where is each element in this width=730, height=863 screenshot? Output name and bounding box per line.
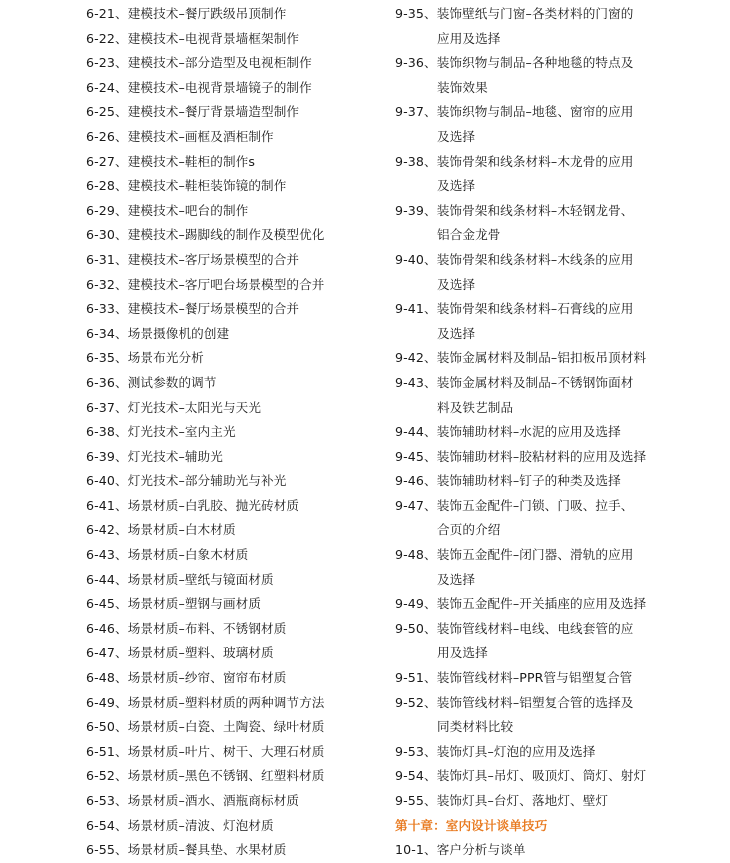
toc-entry (395, 297, 725, 322)
toc-entry (86, 494, 386, 519)
entry-title-continuation: 铝合金龙骨 (437, 227, 501, 243)
entry-number: 9-36 (395, 55, 424, 71)
toc-entry (395, 838, 725, 863)
entry-separator: 、 (114, 374, 128, 390)
entry-separator: 、 (114, 473, 128, 489)
entry-separator: 、 (423, 793, 437, 808)
entry-title: 装饰灯具–灯泡的应用及选择 (436, 743, 596, 759)
toc-entry (395, 199, 725, 224)
entry-separator: 、 (423, 55, 437, 71)
entry-title-continuation: 合页的介绍 (437, 522, 501, 538)
entry-number: 9-46 (395, 473, 424, 489)
entry-title: 装饰骨架和线条材料–木线条的应用 (436, 251, 634, 267)
entry-title: 建模技术–部分造型及电视柜制作 (127, 55, 312, 71)
entry-separator: 、 (423, 104, 437, 120)
entry-title-continuation: 及选择 (437, 128, 476, 144)
entry-separator: 、 (114, 276, 128, 292)
toc-entry (86, 543, 386, 568)
entry-separator: 、 (114, 6, 128, 21)
entry-separator: 、 (114, 719, 128, 735)
entry-separator: 、 (114, 301, 128, 317)
toc-entry (86, 789, 386, 814)
entry-title: 装饰五金配件–门锁、门吸、拉手、 (436, 497, 634, 513)
entry-title: 装饰五金配件–闭门器、滑轨的应用 (436, 547, 634, 563)
entry-title: 装饰辅助材料–胶粘材料的应用及选择 (436, 448, 647, 464)
entry-title: 装饰灯具–台灯、落地灯、壁灯 (436, 793, 609, 808)
entry-title: 装饰织物与制品–地毯、窗帘的应用 (436, 104, 634, 120)
entry-title: 建模技术–鞋柜装饰镜的制作 (127, 178, 287, 194)
entry-title: 建模技术–鞋柜的制作s (127, 153, 255, 169)
entry-separator: 、 (114, 79, 128, 95)
entry-separator: 、 (423, 374, 437, 390)
entry-title: 场景材质–白乳胶、抛光砖材质 (127, 497, 300, 513)
entry-title-continuation: 料及铁艺制品 (437, 399, 514, 415)
entry-title-continuation: 同类材料比较 (437, 719, 514, 735)
toc-right-column (395, 2, 725, 863)
entry-separator: 、 (423, 596, 437, 612)
entry-number: 6-30 (86, 227, 115, 243)
entry-title: 建模技术–画框及酒柜制作 (127, 128, 274, 144)
toc-entry (395, 100, 725, 125)
entry-title: 灯光技术–太阳光与天光 (127, 399, 262, 415)
toc-entry (86, 51, 386, 76)
entry-title: 装饰辅助材料–水泥的应用及选择 (436, 424, 621, 440)
entry-number: 6-39 (86, 448, 115, 464)
entry-separator: 、 (114, 202, 128, 218)
entry-title: 场景布光分析 (127, 350, 204, 366)
toc-entry (86, 469, 386, 494)
toc-entry (395, 420, 725, 445)
entry-title: 建模技术–踢脚线的制作及模型优化 (127, 227, 325, 243)
entry-number: 10-1 (395, 842, 424, 858)
toc-entry (86, 297, 386, 322)
entry-separator: 、 (423, 251, 437, 267)
toc-entry (86, 223, 386, 248)
entry-number: 9-53 (395, 743, 424, 759)
entry-title: 装饰管线材料–电线、电线套管的应 (436, 620, 634, 636)
toc-entry (86, 814, 386, 839)
entry-separator: 、 (114, 842, 128, 858)
entry-title: 场景材质–布料、不锈钢材质 (127, 620, 287, 636)
entry-title-continuation: 用及选择 (437, 645, 488, 661)
toc-entry (86, 445, 386, 470)
toc-entry (395, 666, 725, 691)
entry-title: 装饰五金配件–开关插座的应用及选择 (436, 596, 647, 612)
toc-left-column (86, 2, 386, 863)
toc-entry (86, 838, 386, 863)
toc-entry (86, 617, 386, 642)
entry-title: 装饰灯具–吊灯、吸顶灯、筒灯、射灯 (436, 768, 647, 784)
entry-separator: 、 (114, 497, 128, 513)
entry-separator: 、 (423, 473, 437, 489)
entry-separator: 、 (114, 768, 128, 784)
entry-separator: 、 (114, 571, 128, 587)
entry-number: 9-42 (395, 350, 424, 366)
toc-entry (86, 125, 386, 150)
entry-separator: 、 (114, 448, 128, 464)
entry-title: 场景材质–白木材质 (127, 522, 236, 538)
entry-separator: 、 (423, 670, 437, 686)
entry-title: 场景材质–纱帘、窗帘布材质 (127, 670, 287, 686)
entry-number: 6-40 (86, 473, 115, 489)
entry-title: 装饰管线材料–PPR管与铝塑复合管 (436, 670, 633, 686)
entry-number: 9-48 (395, 547, 424, 563)
entry-number: 9-52 (395, 694, 424, 710)
toc-entry (395, 494, 725, 519)
entry-title: 建模技术–电视背景墙镜子的制作 (127, 79, 312, 95)
toc-entry (395, 445, 725, 470)
entry-title: 装饰金属材料及制品–铝扣板吊顶材料 (436, 350, 647, 366)
toc-entry (86, 518, 386, 543)
entry-number: 6-38 (86, 424, 115, 440)
entry-separator: 、 (114, 645, 128, 661)
entry-number: 6-43 (86, 547, 115, 563)
entry-title: 场景材质–塑钢与画材质 (127, 596, 262, 612)
entry-number: 6-51 (86, 743, 115, 759)
toc-entry (86, 641, 386, 666)
entry-number: 6-47 (86, 645, 115, 661)
entry-separator: 、 (114, 670, 128, 686)
entry-number: 6-55 (86, 842, 115, 858)
entry-number: 6-27 (86, 153, 115, 169)
toc-entry (86, 396, 386, 421)
entry-title: 测试参数的调节 (127, 374, 217, 390)
entry-number: 9-47 (395, 497, 424, 513)
entry-title: 装饰辅助材料–钉子的种类及选择 (436, 473, 621, 489)
toc-entry (395, 469, 725, 494)
entry-title: 建模技术–吧台的制作 (127, 202, 249, 218)
entry-separator: 、 (423, 350, 437, 366)
entry-title: 装饰壁纸与门窗–各类材料的门窗的 (436, 6, 634, 21)
entry-number: 6-22 (86, 30, 115, 46)
entry-number: 6-24 (86, 79, 115, 95)
toc-entry (395, 592, 725, 617)
entry-number: 6-45 (86, 596, 115, 612)
entry-title: 建模技术–客厅场景模型的合并 (127, 251, 300, 267)
entry-separator: 、 (114, 424, 128, 440)
entry-number: 9-43 (395, 374, 424, 390)
entry-number: 6-52 (86, 768, 115, 784)
toc-entry (86, 764, 386, 789)
entry-separator: 、 (114, 522, 128, 538)
toc-entry (395, 789, 725, 814)
entry-separator: 、 (423, 497, 437, 513)
entry-number: 6-35 (86, 350, 115, 366)
entry-separator: 、 (114, 251, 128, 267)
entry-separator: 、 (423, 153, 437, 169)
entry-separator: 、 (423, 301, 437, 317)
entry-number: 6-54 (86, 817, 115, 833)
entry-number: 9-38 (395, 153, 424, 169)
toc-entry (395, 51, 725, 76)
entry-number: 6-26 (86, 128, 115, 144)
entry-separator: 、 (114, 817, 128, 833)
toc-entry (395, 371, 725, 396)
toc-entry (86, 420, 386, 445)
entry-number: 6-49 (86, 694, 115, 710)
entry-title: 装饰金属材料及制品–不锈钢饰面材 (436, 374, 634, 390)
entry-title-continuation: 及选择 (437, 325, 476, 341)
entry-separator: 、 (114, 547, 128, 563)
entry-title: 建模技术–电视背景墙框架制作 (127, 30, 300, 46)
entry-separator: 、 (423, 202, 437, 218)
entry-title: 场景材质–塑料材质的两种调节方法 (127, 694, 325, 710)
entry-title: 灯光技术–部分辅助光与补光 (127, 473, 287, 489)
toc-entry (86, 150, 386, 175)
entry-title-continuation: 及选择 (437, 178, 476, 194)
toc-entry (86, 100, 386, 125)
toc-entry (395, 740, 725, 765)
entry-separator: 、 (114, 596, 128, 612)
toc-entry (86, 273, 386, 298)
toc-entry (86, 568, 386, 593)
entry-title: 装饰骨架和线条材料–木轻钢龙骨、 (436, 202, 634, 218)
entry-title: 场景摄像机的创建 (127, 325, 230, 341)
entry-title-continuation: 及选择 (437, 276, 476, 292)
toc-entry (395, 346, 725, 371)
entry-title: 场景材质–白象木材质 (127, 547, 249, 563)
entry-separator: 、 (114, 399, 128, 415)
toc-entry (395, 248, 725, 273)
entry-number: 6-37 (86, 399, 115, 415)
entry-separator: 、 (423, 768, 437, 784)
entry-title: 装饰织物与制品–各种地毯的特点及 (436, 55, 634, 71)
entry-title: 建模技术–餐厅场景模型的合并 (127, 301, 300, 317)
entry-title: 灯光技术–辅助光 (127, 448, 223, 464)
entry-separator: 、 (114, 178, 128, 194)
entry-title: 场景材质–酒水、酒瓶商标材质 (127, 793, 300, 808)
entry-number: 9-50 (395, 620, 424, 636)
entry-title: 建模技术–餐厅跌级吊顶制作 (127, 6, 287, 21)
entry-title: 场景材质–叶片、树干、大理石材质 (127, 743, 325, 759)
entry-separator: 、 (114, 743, 128, 759)
entry-number: 6-48 (86, 670, 115, 686)
entry-separator: 、 (423, 424, 437, 440)
entry-number: 6-41 (86, 497, 115, 513)
entry-number: 6-36 (86, 374, 115, 390)
entry-number: 6-34 (86, 325, 115, 341)
entry-separator: 、 (423, 6, 437, 21)
entry-separator: 、 (114, 227, 128, 243)
entry-number: 6-21 (86, 6, 115, 21)
entry-title: 客户分析与谈单 (436, 842, 526, 858)
entry-number: 9-45 (395, 448, 424, 464)
entry-number: 6-42 (86, 522, 115, 538)
entry-number: 9-35 (395, 6, 424, 21)
entry-title: 建模技术–客厅吧台场景模型的合并 (127, 276, 325, 292)
entry-number: 9-44 (395, 424, 424, 440)
entry-number: 6-25 (86, 104, 115, 120)
entry-number: 6-31 (86, 251, 115, 267)
entry-separator: 、 (114, 325, 128, 341)
entry-title: 场景材质–黑色不锈钢、红塑料材质 (127, 768, 325, 784)
toc-entry (86, 715, 386, 740)
entry-separator: 、 (114, 793, 128, 808)
toc-entry (395, 150, 725, 175)
entry-title: 装饰管线材料–铝塑复合管的选择及 (436, 694, 634, 710)
entry-number: 6-33 (86, 301, 115, 317)
entry-title: 建模技术–餐厅背景墙造型制作 (127, 104, 300, 120)
entry-separator: 、 (423, 694, 437, 710)
toc-entry (395, 617, 725, 642)
entry-number: 9-54 (395, 768, 424, 784)
entry-title: 场景材质–塑料、玻璃材质 (127, 645, 274, 661)
entry-separator: 、 (423, 547, 437, 563)
toc-entry (86, 174, 386, 199)
toc-entry (86, 2, 386, 27)
entry-title-continuation: 及选择 (437, 571, 476, 587)
entry-number: 9-37 (395, 104, 424, 120)
entry-number: 9-51 (395, 670, 424, 686)
toc-entry (395, 764, 725, 789)
toc-entry (395, 543, 725, 568)
entry-number: 9-49 (395, 596, 424, 612)
entry-number: 6-23 (86, 55, 115, 71)
entry-title: 装饰骨架和线条材料–木龙骨的应用 (436, 153, 634, 169)
toc-entry (395, 2, 725, 27)
entry-number: 6-53 (86, 793, 115, 808)
toc-entry (86, 199, 386, 224)
entry-title: 装饰骨架和线条材料–石膏线的应用 (436, 301, 634, 317)
toc-entry (86, 666, 386, 691)
toc-entry (395, 691, 725, 716)
entry-separator: 、 (423, 743, 437, 759)
entry-separator: 、 (114, 350, 128, 366)
entry-number: 9-41 (395, 301, 424, 317)
entry-separator: 、 (114, 153, 128, 169)
entry-number: 9-55 (395, 793, 424, 808)
entry-separator: 、 (114, 55, 128, 71)
entry-separator: 、 (114, 30, 128, 46)
entry-separator: 、 (114, 128, 128, 144)
toc-entry (86, 27, 386, 52)
entry-separator: 、 (423, 448, 437, 464)
entry-number: 6-44 (86, 571, 115, 587)
toc-entry (86, 592, 386, 617)
chapter-heading: 第十章：室内设计谈单技巧 (395, 817, 548, 833)
entry-number: 9-39 (395, 202, 424, 218)
entry-separator: 、 (114, 620, 128, 636)
entry-number: 6-50 (86, 719, 115, 735)
entry-title: 场景材质–餐具垫、水果材质 (127, 842, 287, 858)
entry-title-continuation: 装饰效果 (437, 79, 488, 95)
entry-number: 6-28 (86, 178, 115, 194)
toc-entry (86, 248, 386, 273)
toc-entry (86, 76, 386, 101)
entry-number: 6-29 (86, 202, 115, 218)
entry-title: 场景材质–白瓷、土陶瓷、绿叶材质 (127, 719, 325, 735)
entry-title: 灯光技术–室内主光 (127, 424, 236, 440)
toc-entry (86, 740, 386, 765)
entry-separator: 、 (423, 842, 437, 858)
toc-entry (86, 322, 386, 347)
entry-separator: 、 (423, 620, 437, 636)
entry-title: 场景材质–清波、灯泡材质 (127, 817, 274, 833)
toc-entry (86, 371, 386, 396)
entry-number: 6-46 (86, 620, 115, 636)
entry-title: 场景材质–壁纸与镜面材质 (127, 571, 274, 587)
entry-title-continuation: 应用及选择 (437, 30, 501, 46)
entry-number: 6-32 (86, 276, 115, 292)
toc-entry (86, 346, 386, 371)
entry-number: 9-40 (395, 251, 424, 267)
entry-separator: 、 (114, 694, 128, 710)
toc-entry (86, 691, 386, 716)
entry-separator: 、 (114, 104, 128, 120)
